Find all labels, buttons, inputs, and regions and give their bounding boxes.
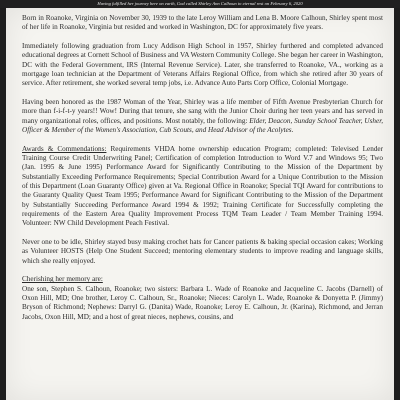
awards-paragraph	[22, 145, 383, 229]
header-band	[0, 0, 400, 8]
church-paragraph	[22, 98, 383, 135]
church-text: Having been honored as the 1987 Woman of the Year, Shirley was a life member of Fifth Avenue Presbyterian Church for more than f-i-f-t-y years!! Wow! During that tenure, she sang with the Junior Choir during her teen years and has served in many organizational roles, offices, and positions. Most notably, the following:	[22, 98, 383, 125]
awards-heading: Awards & Commendations:	[22, 144, 107, 153]
obituary-text	[22, 14, 383, 322]
career-paragraph: Immediately following graduation from Lucy Addison High School in 1957, Shirley furthered and completed advanced educational degrees at Cornett School of Business and VA Western Community College. She began her career in Washington, DC with the Federal Government, IRS (Internal Revenue Service). Later, she transferred to Roanoke, VA., working as a mortgage loan technician at the Department of Veterans Affairs Regional Office, from which she retired after 30 years of service. After retirement, she worked several temp jobs, i.e. Advance Auto Parts Corp Office, Colonial Mortgage.	[22, 41, 384, 88]
birth-paragraph: Born in Roanoke, Virginia on November 30, 1939 to the late Leroy William and Lena B. Moore Calhoun, Shirley spent most of her life in Roanoke, Virginia but resided and worked in Washington, DC for approximately five years.	[22, 14, 383, 32]
survivors-heading: Cherishing her memory are:	[22, 275, 103, 284]
obituary-page	[6, 8, 394, 400]
header-line: Having fulfilled her journey here on earth, God called Shirley Ann Calhoun to eternal rest on February 6, 2020	[97, 1, 303, 6]
church-roles: Elder, Deacon, Sunday School Teacher, Usher, Officer & Member of the Women's Association, Cub Scouts, and Head Advisor of the Acolytes.	[22, 116, 384, 135]
hobbies-paragraph: Never one to be idle, Shirley stayed busy making crochet hats for Cancer patients & baking special occasion cakes; Working as Volunteer HOSTS (Help One Student Succeed; mentoring elementary students to improve reading and language skills, which she really enjoyed.	[22, 238, 383, 265]
awards-text: Requirements VHDA home ownership education Program; completed: Televised Lender Training Course Credit Underwriting Panel; Certification of completion Introduction to Word V.7 and Windows 95; Two (Jan. 1995 & June 1995) Performance Award for Significantly Contributing to the Mission of the Department by Substantially Exceeding Performance Requirements; Special Contribution Award for a Unique Contribution to the Mission of this Department (Loan Guaranty Office) given at Va. Regional Office in Roanoke; Special TQI Award for contributions to the Guaranty Quality Quest Team 1995; Performance Award for Significant Contributing to the Mission of the Department by Substantially Succeeding Performance Award 1994 & 1992; Training Certificate for Successfully completing the requirements of the Eastern Area Quality Improvement Process TQM Team Leader / Team Member Training 1994. Volunteer: NW Child Development Peach Festival.	[22, 144, 383, 228]
survivors-paragraph: One son, Stephen S. Calhoun, Roanoke; two sisters: Barbara L. Wade of Roanoke and Jacqueline C. Jacobs (Darnell) of Oxon Hill, MD; One brother, Leroy C. Calhoun, Sr., Roanoke; Nieces: Carolyn L. Wade, Roanoke & Donyetta P. (Jimmy) Bryson of Richmond; Nephews: Darryl G. (Danita) Wade, Roanoke; Leroy E. Calhoun, Jr. (Karina), Richmond, and Jerran Jacobs, Oxon Hill, MD; and a host of great nieces, nephews, cousins, and	[22, 284, 383, 321]
